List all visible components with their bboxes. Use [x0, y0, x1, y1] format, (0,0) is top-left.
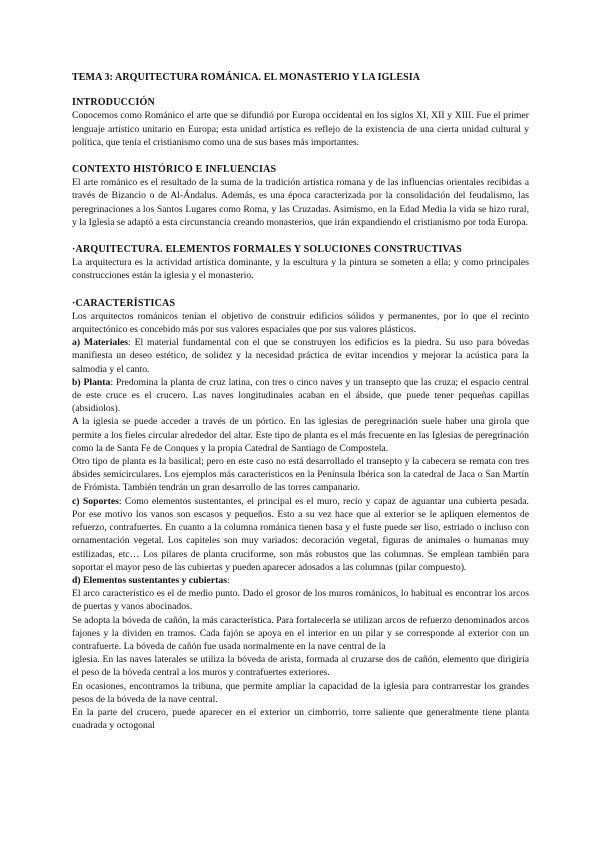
- arco-paragraph: El arco característico es el de medio punto. Dado el grosor de los muros románicos, lo habitual es encontrar los arcos de puertas y vanos abocinados.: [72, 588, 529, 613]
- planta-paragraph-3: Otro tipo de planta es la basilical; pero en este caso no está desarrollado el transepto y la cabecera se remata con tres ábsides semicirculares. Los ejemplos más característicos en la Península Ibérica son la catedral de Jaca o San Martín de Frómista. También tendrán un gran desarrollo de las torres campanario.: [72, 456, 529, 494]
- arista-paragraph: iglesia. En las naves laterales se utiliza la bóveda de arista, formada al cruzarse dos de cañón, elemento que dirigiría el peso de la bóveda central a los muros y contrafuertes exteriores.: [72, 654, 529, 679]
- boveda-paragraph: Se adopta la bóveda de cañón, la más característica. Para fortalecerla se utilizan arcos de refuerzo denominados arcos fajones y la dividen en tramos. Cada fajón se apoya en el interior en un pilar y se corresponde al exterior con un contrafuerte. La bóveda de cañón fue usada normalmente en la nave central de la: [72, 614, 529, 652]
- contexto-heading: CONTEXTO HISTÓRICO E INFLUENCIAS: [72, 164, 277, 176]
- materiales-paragraph: [72, 336, 529, 376]
- caracteristicas-intro: Los arquitectos románicos tenían el objetivo de construir edificios sólidos y permanentes, por lo que el recinto arquitectónico es concebido más por sus valores espaciales que por sus valores plásticos.: [72, 310, 529, 336]
- planta-paragraph: [72, 376, 529, 416]
- elementos-colon: :: [227, 574, 230, 586]
- planta-paragraph-2: A la iglesia se puede acceder a través de un pórtico. En las iglesias de peregrinación suele haber una girola que permite a los fieles circular alrededor del altar. Este tipo de planta es el más frecuente en las Iglesias de peregrinación como la de Santa Fe de Conques y la propia Catedral de Santiago de Compostela.: [72, 416, 529, 454]
- arquitectura-paragraph: La arquitectura es la actividad artística dominante, y la escultura y la pintura se someten a ella; y como principales construcciones están la iglesia y el monasterio.: [72, 257, 529, 282]
- document-title: TEMA 3: ARQUITECTURA ROMÁNICA. EL MONASTERIO Y LA IGLESIA: [72, 72, 421, 83]
- soportes-text: : Como elementos sustentantes, el principal es el muro, recio y capaz de aguantar una cubierta pesada. Por ese motivo los vanos son escasos y pequeños. Esto a su vez hace que al exterior se le apliquen elementos de refuerzo, contrafuertes. En cuanto a la columna románica tienen basa y el fuste puede ser liso, estriado o incluso con ornamentación vegetal. Los capiteles son muy variados: decoración vegetal, figuras de animales o humanas muy estilizadas, etc… Los pilares de planta cruciforme, son más robustos que las columnas. Se emplean también para soportar el mayor peso de las cubiertas y pueden aparecer adosados a las columnas (pilar compuesto).: [72, 495, 529, 573]
- planta-label: b) Planta: [72, 376, 111, 388]
- intro-heading: INTRODUCCIÓN: [72, 97, 155, 109]
- soportes-paragraph: [72, 495, 529, 574]
- contexto-paragraph: El arte románico es el resultado de la suma de la tradición artística romana y de las influencias orientales recibidas a través de Bizancio o de Al-Ándalus. Además, es una época caracterizada por la consolidación del feudalismo, las peregrinaciones a los Santos Lugares como Roma, y las Cruzadas. Asimismo, en la Edad Media la vida se hizo rural, y la Iglesia se adaptó a esta circunstancia creando monasterios, que irán expandiendo el cristianismo por toda Europa.: [72, 177, 529, 228]
- document-page: [72, 71, 529, 732]
- planta-text: : Predomina la planta de cruz latina, con tres o cinco naves y un transepto que las cruza; el espacio central de este cruce es el crucero. Las naves longitudinales acaban en el ábside, que puede tener pequeñas capillas (absidiolos).: [72, 376, 529, 415]
- soportes-label: c) Soportes: [72, 495, 119, 507]
- caracteristicas-heading: ·CARACTERÍSTICAS: [72, 297, 176, 309]
- intro-paragraph: Conocemos como Románico el arte que se difundió por Europa occidental en los siglos XI, XII y XIII. Fue el primer lenguaje artístico unitario en Europa; esta unidad artística es reflejo de la existencia de una cierta unidad cultural y política, que tenía el cristianismo como una de sus bases más importantes.: [72, 110, 529, 148]
- materiales-label: a) Materiales: [72, 337, 129, 349]
- materiales-text: : El material fundamental con el que se construyen los edificios es la piedra. Su uso para bóvedas manifiesta un deseo estético, de solidez y la necesidad práctica de evitar incendios y mejorar la acústica para la salmodia y el canto.: [72, 337, 530, 375]
- elementos-paragraph: [72, 574, 529, 587]
- cimborrio-paragraph: En la parte del crucero, puede aparecer en el exterior un cimborrio, torre saliente que generalmente tiene planta cuadrada y octogonal: [72, 706, 529, 732]
- elementos-label: d) Elementos sustentantes y cubiertas: [72, 574, 227, 586]
- tribuna-paragraph: En ocasiones, encontramos la tribuna, que permite ampliar la capacidad de la iglesia para contrarrestar los grandes pesos de la bóveda de la nave central.: [72, 680, 529, 705]
- arquitectura-heading: ·ARQUITECTURA. ELEMENTOS FORMALES Y SOLUCIONES CONSTRUCTIVAS: [72, 244, 462, 256]
